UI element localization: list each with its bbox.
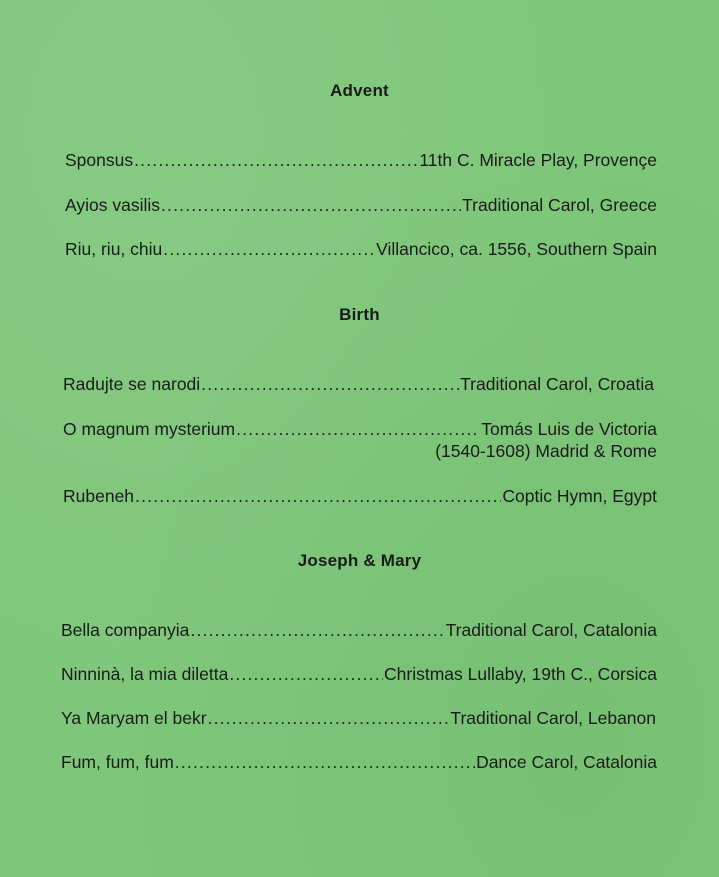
program-entry [63,418,657,440]
entry-origin: 11th C. Miracle Play, Provençe [419,150,657,170]
program-entry [61,663,657,685]
leader-dots [135,485,501,507]
entry-title: O magnum mysterium [63,419,236,439]
entry-origin: Coptic Hymn, Egypt [502,486,657,506]
program-entry [63,485,657,507]
leader-dots [161,194,461,216]
entry-title: Riu, riu, chiu [65,239,163,259]
leader-dots [190,619,444,641]
leader-dots [236,418,480,440]
leader-dots [163,238,375,260]
program-entry [61,619,657,641]
entry-title: Sponsus [65,150,134,170]
entry-title: Fum, fum, fum [61,752,174,772]
leader-dots [175,751,475,773]
program-entry [65,238,657,260]
section-heading-joseph-mary: Joseph & Mary [297,551,422,570]
entry-title: Ninninà, la mia diletta [61,664,229,684]
entry-title: Bella companyia [61,620,190,640]
leader-dots [208,707,450,729]
entry-origin: Tomás Luis de Victoria [481,419,657,439]
entry-origin: Traditional Carol, Lebanon [450,708,656,728]
entry-title: Rubeneh [63,486,135,506]
entry-origin: Dance Carol, Catalonia [476,752,657,772]
program-entry [65,149,657,171]
program-entry [65,194,657,216]
leader-dots [201,373,459,395]
entry-origin-continued: (1540-1608) Madrid & Rome [435,441,657,461]
leader-dots [229,663,383,685]
program-entry [61,707,656,729]
section-heading-advent: Advent [330,81,389,100]
program-entry [61,751,657,773]
entry-title: Ayios vasilis [65,195,160,215]
entry-title: Ya Maryam el bekr [61,708,207,728]
entry-origin: Traditional Carol, Catalonia [445,620,657,640]
entry-origin: Christmas Lullaby, 19th C., Corsica [384,664,657,684]
entry-origin: Villancico, ca. 1556, Southern Spain [376,239,657,259]
entry-title: Radujte se narodi [63,374,201,394]
program-entry [63,373,654,395]
entry-origin: Traditional Carol, Greece [462,195,657,215]
section-heading-birth: Birth [339,305,380,324]
entry-origin: Traditional Carol, Croatia [460,374,654,394]
leader-dots [134,149,418,171]
